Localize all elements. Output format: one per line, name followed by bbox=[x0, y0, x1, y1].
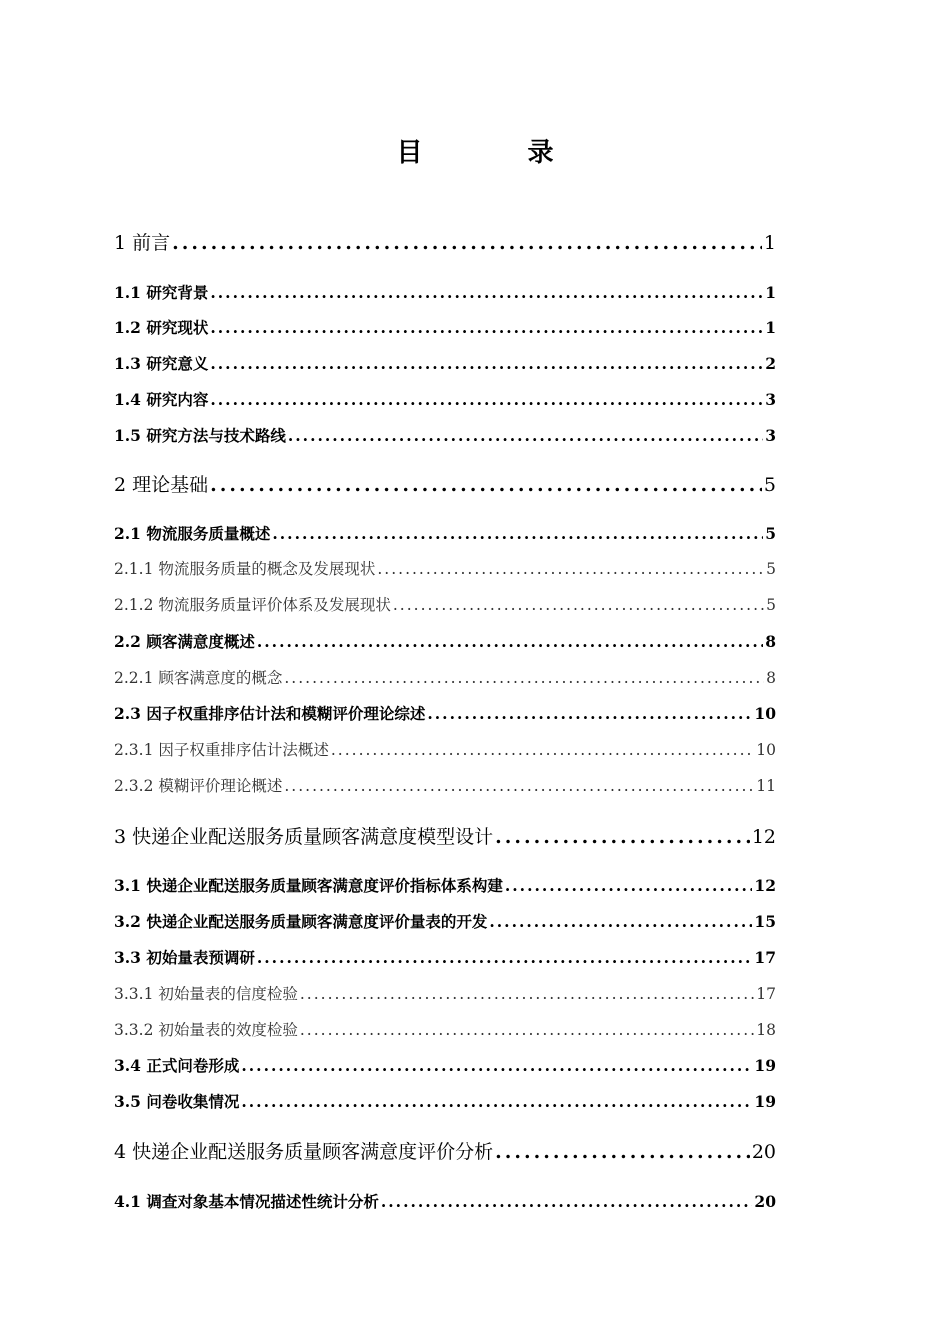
dot-leader bbox=[505, 876, 753, 895]
dot-leader bbox=[393, 596, 764, 614]
toc-entry[interactable] bbox=[114, 630, 776, 652]
toc-entry[interactable] bbox=[114, 738, 776, 760]
toc-entry-label: 3.1 快递企业配送服务质量顾客满意度评价指标体系构建 bbox=[114, 876, 503, 895]
toc-entry[interactable] bbox=[114, 910, 776, 932]
toc-entry-label: 3.5 问卷收集情况 bbox=[114, 1092, 240, 1111]
dot-leader bbox=[210, 318, 763, 337]
toc-page-number: 19 bbox=[754, 1092, 776, 1111]
toc-entry-label: 4 快递企业配送服务质量顾客满意度评价分析 bbox=[114, 1141, 494, 1163]
toc-page-number: 2 bbox=[765, 354, 776, 373]
dot-leader bbox=[331, 741, 754, 759]
toc-entry-label: 3.4 正式问卷形成 bbox=[114, 1056, 240, 1075]
toc-page-number: 5 bbox=[766, 560, 776, 578]
toc-page-number: 15 bbox=[754, 912, 776, 931]
toc-entry-label: 2.1.2 物流服务质量评价体系及发展现状 bbox=[114, 596, 391, 614]
dot-leader bbox=[381, 1192, 753, 1211]
toc-page-number: 5 bbox=[765, 524, 776, 543]
toc-entry[interactable] bbox=[114, 1018, 776, 1040]
dot-leader bbox=[257, 632, 763, 651]
toc-page-number: 19 bbox=[754, 1056, 776, 1075]
toc-entry-label: 3.2 快递企业配送服务质量顾客满意度评价量表的开发 bbox=[114, 912, 488, 931]
dot-leader bbox=[495, 1141, 750, 1163]
toc-entry-label: 1 前言 bbox=[114, 232, 171, 254]
dot-leader bbox=[489, 912, 752, 931]
toc-page-number: 10 bbox=[756, 741, 776, 759]
toc-page-number: 18 bbox=[756, 1021, 776, 1039]
dot-leader bbox=[210, 283, 763, 302]
toc-entry-label: 1.4 研究内容 bbox=[114, 390, 209, 409]
toc-entry-label: 4.1 调查对象基本情况描述性统计分析 bbox=[114, 1192, 379, 1211]
dot-leader bbox=[210, 474, 762, 496]
toc-entry[interactable] bbox=[114, 388, 776, 410]
dot-leader bbox=[495, 826, 750, 848]
page-title: 目 录 bbox=[396, 138, 602, 168]
toc-entry[interactable] bbox=[114, 470, 776, 497]
toc-page-number: 5 bbox=[763, 474, 776, 496]
toc-entry[interactable] bbox=[114, 774, 776, 796]
dot-leader bbox=[427, 704, 752, 723]
dot-leader bbox=[284, 777, 754, 795]
toc-entry[interactable] bbox=[114, 593, 776, 615]
toc-entry[interactable] bbox=[114, 702, 776, 724]
toc-page-number: 20 bbox=[754, 1192, 776, 1211]
toc-page-number: 20 bbox=[751, 1141, 776, 1163]
toc-page-number: 10 bbox=[754, 704, 776, 723]
toc-page-number: 5 bbox=[766, 596, 776, 614]
toc-entry[interactable] bbox=[114, 557, 776, 579]
toc-entry[interactable] bbox=[114, 316, 776, 338]
toc-entry-label: 3.3.1 初始量表的信度检验 bbox=[114, 985, 298, 1003]
toc-entry-label: 1.5 研究方法与技术路线 bbox=[114, 426, 286, 445]
toc-entry[interactable] bbox=[114, 1190, 776, 1212]
dot-leader bbox=[241, 1056, 752, 1075]
dot-leader bbox=[272, 524, 763, 543]
toc-entry-label: 2.2 顾客满意度概述 bbox=[114, 632, 255, 651]
toc-page-number: 8 bbox=[766, 669, 776, 687]
toc-entry[interactable] bbox=[114, 1137, 776, 1164]
toc-entry-label: 2.1.1 物流服务质量的概念及发展现状 bbox=[114, 560, 376, 578]
toc-page-number: 1 bbox=[765, 318, 776, 337]
toc-entry[interactable] bbox=[114, 1090, 776, 1112]
toc-entry-label: 2.2.1 顾客满意度的概念 bbox=[114, 669, 283, 687]
toc-entry[interactable] bbox=[114, 1054, 776, 1076]
toc-entry-label: 2.1 物流服务质量概述 bbox=[114, 524, 271, 543]
toc-entry[interactable] bbox=[114, 281, 776, 303]
dot-leader bbox=[210, 390, 763, 409]
toc-entry[interactable] bbox=[114, 424, 776, 446]
dot-leader bbox=[210, 354, 763, 373]
toc-entry[interactable] bbox=[114, 522, 776, 544]
dot-leader bbox=[257, 948, 753, 967]
toc-entry[interactable] bbox=[114, 228, 776, 255]
toc-entry-label: 2 理论基础 bbox=[114, 474, 209, 496]
toc-entry-label: 2.3 因子权重排序估计法和模糊评价理论综述 bbox=[114, 704, 426, 723]
toc-entry-label: 1.1 研究背景 bbox=[114, 283, 209, 302]
toc-page-number: 1 bbox=[765, 283, 776, 302]
toc-entry[interactable] bbox=[114, 946, 776, 968]
dot-leader bbox=[300, 985, 754, 1003]
dot-leader bbox=[288, 426, 763, 445]
toc-page-number: 12 bbox=[751, 826, 776, 848]
toc-entry-label: 2.3.1 因子权重排序估计法概述 bbox=[114, 741, 329, 759]
toc-entry-label: 2.3.2 模糊评价理论概述 bbox=[114, 777, 283, 795]
toc-entry[interactable] bbox=[114, 874, 776, 896]
toc-entry[interactable] bbox=[114, 666, 776, 688]
dot-leader bbox=[300, 1021, 754, 1039]
toc-entry[interactable] bbox=[114, 982, 776, 1004]
toc-entry[interactable] bbox=[114, 822, 776, 849]
toc-entry-label: 1.3 研究意义 bbox=[114, 354, 209, 373]
dot-leader bbox=[284, 669, 764, 687]
toc-entry-label: 1.2 研究现状 bbox=[114, 318, 209, 337]
toc-page-number: 3 bbox=[765, 390, 776, 409]
dot-leader bbox=[172, 232, 762, 254]
toc-page-number: 1 bbox=[763, 232, 776, 254]
toc-page-number: 17 bbox=[756, 985, 776, 1003]
toc-entry[interactable] bbox=[114, 352, 776, 374]
dot-leader bbox=[241, 1092, 752, 1111]
toc-page-number: 17 bbox=[754, 948, 776, 967]
toc-page-number: 8 bbox=[765, 632, 776, 651]
toc-entry-label: 3.3 初始量表预调研 bbox=[114, 948, 255, 967]
toc-page-number: 11 bbox=[756, 777, 776, 795]
toc-entry-label: 3.3.2 初始量表的效度检验 bbox=[114, 1021, 298, 1039]
toc-page-number: 12 bbox=[754, 876, 776, 895]
dot-leader bbox=[377, 560, 764, 578]
toc-entry-label: 3 快递企业配送服务质量顾客满意度模型设计 bbox=[114, 826, 494, 848]
toc-page-number: 3 bbox=[765, 426, 776, 445]
